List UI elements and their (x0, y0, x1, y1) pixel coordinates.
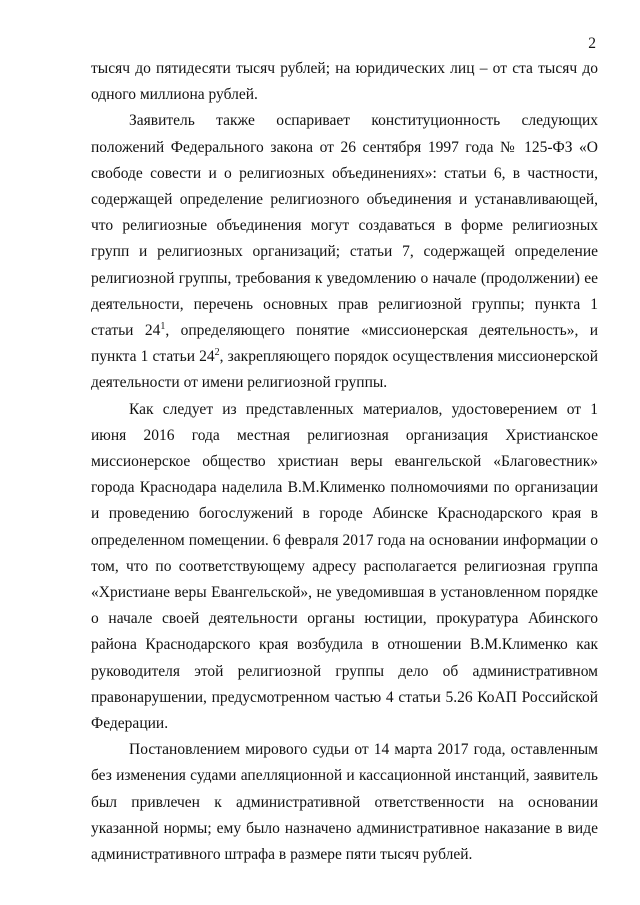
superscript-1: 1 (160, 320, 166, 332)
paragraph-2-part-c: , закрепляющего порядок осуществления миссионерской деятельности от имени религиозной группы. (91, 348, 598, 392)
paragraph-2-part-a: Заявитель также оспаривает конституционность следующих положений Федерального закона от 26 сентября 1997 года № 125-ФЗ «О свободе совести и о религиозных объединениях»: статьи 6, в частности, содержащей определение религиозного объединения и устанавливающей, что религиозные объединения могут создаваться в форме религиозных групп и религиозных организаций; статьи 7, содержащей определение религиозной группы, требования к уведомлению о начале (продолжении) ее деятельности, перечень основных прав религиозной группы; пункта 1 статьи 24 (91, 112, 598, 340)
paragraph-2-part-b: , определяющего понятие «миссионерская деятельность», и пункта 1 статьи 24 (91, 322, 599, 366)
superscript-2: 2 (214, 347, 220, 359)
paragraph-4: Постановлением мирового судьи от 14 марта 2017 года, оставленным без изменения судами апелляционной и кассационной инстанций, заявитель был привлечен к административной ответственности на основании указанной нормы; ему было назначено административное наказание в виде административного штрафа в размере пяти тысяч рублей. (91, 741, 598, 864)
paragraph-3: Как следует из представленных материалов, удостоверением от 1 июня 2016 года местная религиозная организация Христианское миссионерское общество христиан веры евангельской «Благовестник» города Краснодара наделила В.М.Клименко полномочиями по организации и проведению богослужений в городе Абинске Краснодарского края в определенном помещении. 6 февраля 2017 года на основании информации о том, что по соответствующему адресу располагается религиозная группа «Христиане веры Евангельской», не уведомившая в установленном порядке о начале своей деятельности органы юстиции, прокуратура Абинского района Краснодарского края возбудила в отношении В.М.Клименко как руководителя этой религиозной группы дело об административном правонарушении, предусмотренном частью 4 статьи 5.26 КоАП Российской Федерации. (91, 400, 598, 733)
document-body (91, 56, 598, 868)
paragraph-1: тысяч до пятидесяти тысяч рублей; на юридических лиц – от ста тысяч до одного миллиона рублей. (91, 60, 598, 104)
paragraph-2 (91, 108, 598, 396)
page-number: 2 (588, 35, 596, 52)
